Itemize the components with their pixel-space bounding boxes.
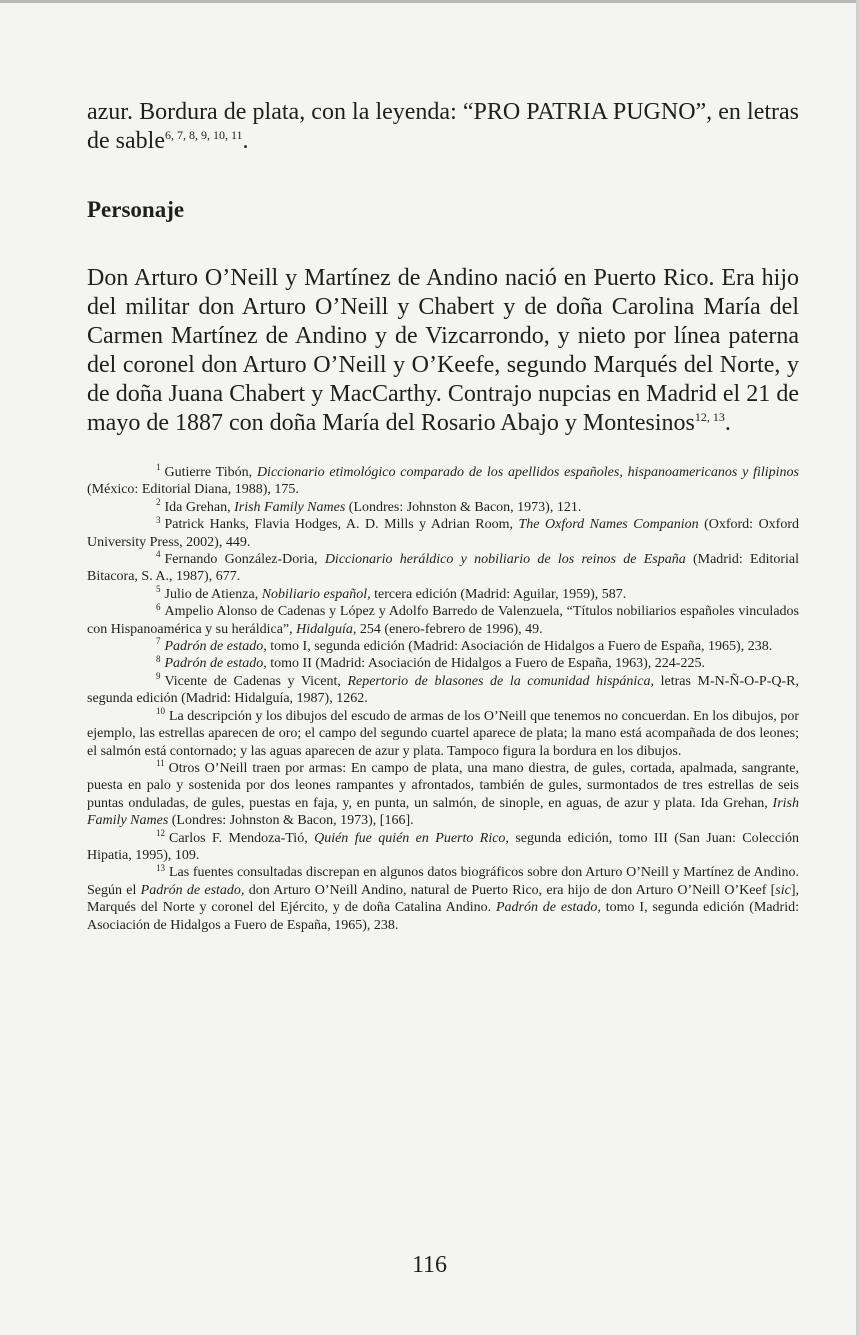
- footnote-refs: 12, 13: [694, 410, 725, 424]
- footnote-title: The Oxford Names Companion: [518, 517, 699, 533]
- footnote-title: Quién fue quién en Puerto Rico,: [314, 830, 509, 846]
- footnote-text: Gutierre Tibón,: [164, 465, 257, 480]
- footnote-number: 7: [156, 636, 161, 647]
- footnote-title: Irish Family Names: [234, 499, 346, 515]
- footnote: [87, 760, 799, 830]
- footnote-number: 9: [156, 671, 161, 682]
- footnote-text: Patrick Hanks, Flavia Hodges, A. D. Mills y Adrian Room,: [164, 517, 519, 533]
- footnote: [87, 864, 799, 934]
- footnote-title: Padrón de estado,: [495, 900, 601, 916]
- footnote-text: Vicente de Cadenas y Vicent,: [164, 673, 348, 689]
- footnote-text: Carlos F. Mendoza-Tió,: [169, 830, 315, 846]
- footnote-number: 8: [156, 653, 161, 664]
- footnote: [87, 499, 799, 516]
- paragraph-end: .: [242, 128, 249, 154]
- footnote-text: Ampelio Alonso de Cadenas y López y Adolfo Barredo de Valenzuela, “Títulos nobiliarios españoles vinculados con Hispanoamérica y su heráldica”,: [87, 604, 799, 637]
- footnote-title: Padrón de estado,: [164, 656, 267, 672]
- footnote-text: tomo II (Madrid: Asociación de Hidalgos a Fuero de España, 1963), 224-225.: [266, 656, 705, 672]
- paragraph-end: .: [724, 410, 731, 436]
- footnote-text: don Arturo O’Neill Andino, natural de Puerto Rico, era hijo de don Arturo O’Neill O’Keef [: [244, 882, 776, 898]
- footnote-text: (Londres: Johnston & Bacon, 1973), [166].: [168, 813, 414, 829]
- section-heading: Personaje: [87, 197, 185, 222]
- paragraph-arms: [87, 98, 799, 156]
- footnote-title: Padrón de estado,: [140, 882, 245, 898]
- footnote-number: 3: [156, 514, 161, 525]
- footnote-number: 6: [156, 601, 161, 612]
- footnote-text: tercera edición (Madrid: Aguilar, 1959), 587.: [370, 586, 627, 602]
- footnote: [87, 638, 799, 655]
- footnote-number: 11: [156, 758, 165, 769]
- footnote-number: 10: [156, 706, 165, 717]
- footnote-text: Otros O’Neill traen por armas: En campo de plata, una mano diestra, de gules, cortada, apalmada, sangrante, puesta en palo y sostenida por dos leones rampantes y afrontados, también de gules, surmontados de tres estrellas de seis puntas onduladas, de gules, puestas en faja, y, en punta, un salmón, de sinople, en aguas, de azur y plata. Ida Grehan,: [87, 760, 799, 811]
- footnote-number: 12: [156, 827, 165, 838]
- footnote-text: tomo I, segunda edición (Madrid: Asociación de Hidalgos a Fuero de España, 1965), 238.: [266, 639, 773, 655]
- footnote: [87, 464, 799, 499]
- footnote-title: Irish Family Names: [87, 795, 799, 829]
- footnote-text: (Oxford: Oxford University Press, 2002), 449.: [87, 517, 800, 550]
- footnote-title: Hidalguía,: [296, 621, 357, 637]
- footnote-text: Las fuentes consultadas discrepan en algunos datos biográficos sobre don Arturo O’Neill y Martínez de Andino. Según el: [87, 865, 799, 898]
- footnote: [87, 827, 799, 865]
- paragraph-biography-text: Don Arturo O’Neill y Martínez de Andino nació en Puerto Rico. Era hijo del militar don Arturo O’Neill y Chabert y de doña Carolina María del Carmen Martínez de Andino y de Vizcarrondo, y nieto por línea paterna del coronel don Arturo O’Neill y O’Keefe, segundo Marqués del Norte, y de doña Juana Chabert y MacCarthy. Contrajo nupcias en Madrid el 21 de mayo de 1887 con doña María del Rosario Abajo y Montesinos: [87, 265, 799, 436]
- footnote-text: (Madrid: Editorial Bitacora, S. A., 1987), 677.: [87, 552, 799, 585]
- footnote: [87, 586, 799, 603]
- footnote-text: Ida Grehan,: [164, 499, 235, 515]
- footnote-text: Julio de Atienza,: [164, 586, 262, 602]
- footnote: [87, 603, 799, 638]
- footnote-text: La descripción y los dibujos del escudo de armas de los O’Neill que tenemos no concuerdan. En los dibujos, por ejemplo, las estrellas aparecen de oro; el campo del segundo cuartel aparece de plata; la mano está acompañada de dos leones; el salmón está contornado; y las aguas aparecen de azur y plata. Tampoco figura la bordura en los dibujos.: [87, 708, 799, 759]
- scan-edge-top: [0, 0, 859, 3]
- footnote-text: 254 (enero-febrero de 1996), 49.: [356, 621, 543, 637]
- paragraph-arms-text: azur. Bordura de plata, con la leyenda: “PRO PATRIA PUGNO”, en letras de sable: [87, 99, 799, 154]
- footnote: [87, 551, 799, 586]
- footnote-refs: 6, 7, 8, 9, 10, 11: [164, 128, 243, 142]
- footnote-title: Padrón de estado,: [164, 639, 267, 655]
- footnote-text: tomo I, segunda edición (Madrid: Asociación de Hidalgos a Fuero de España, 1965), 238.: [87, 900, 799, 933]
- footnote-number: 5: [156, 584, 161, 595]
- footnote: [87, 655, 799, 672]
- footnote-text: letras M-N-Ñ-O-P-Q-R, segunda edición (Madrid: Hidalguía, 1987), 1262.: [87, 673, 799, 707]
- page-body: [87, 98, 799, 934]
- footnote-text: ], Marqués del Norte y coronel del Ejército, y de doña Catalina Andino.: [87, 882, 800, 916]
- footnote-number: 1: [156, 462, 161, 473]
- footnote: [87, 673, 799, 708]
- paragraph-biography: [87, 264, 799, 438]
- footnote: [87, 516, 799, 551]
- footnote-title: Repertorio de blasones de la comunidad hispánica,: [347, 673, 655, 689]
- footnote-number: 4: [156, 549, 161, 560]
- footnote-title: Diccionario heráldico y nobiliario de los reinos de España: [324, 552, 686, 568]
- footnote-text: (Londres: Johnston & Bacon, 1973), 121.: [345, 499, 582, 515]
- page-number: 116: [411, 1252, 448, 1278]
- footnote-title: Nobiliario español,: [261, 586, 371, 602]
- footnote-number: 13: [156, 862, 165, 873]
- footnote-number: 2: [156, 497, 161, 508]
- footnote-title: Diccionario etimológico comparado de los apellidos españoles, hispanoamericanos y filipinos: [256, 465, 799, 480]
- footnote-text: Fernando González-Doria,: [164, 552, 325, 568]
- footnote-text: segunda edición, tomo III (San Juan: Colección Hipatia, 1995), 109.: [87, 830, 799, 863]
- footnote-title: sic: [775, 882, 791, 898]
- footnote-text: (México: Editorial Diana, 1988), 175.: [87, 482, 299, 498]
- footnotes: [87, 464, 799, 934]
- footnote: [87, 708, 799, 760]
